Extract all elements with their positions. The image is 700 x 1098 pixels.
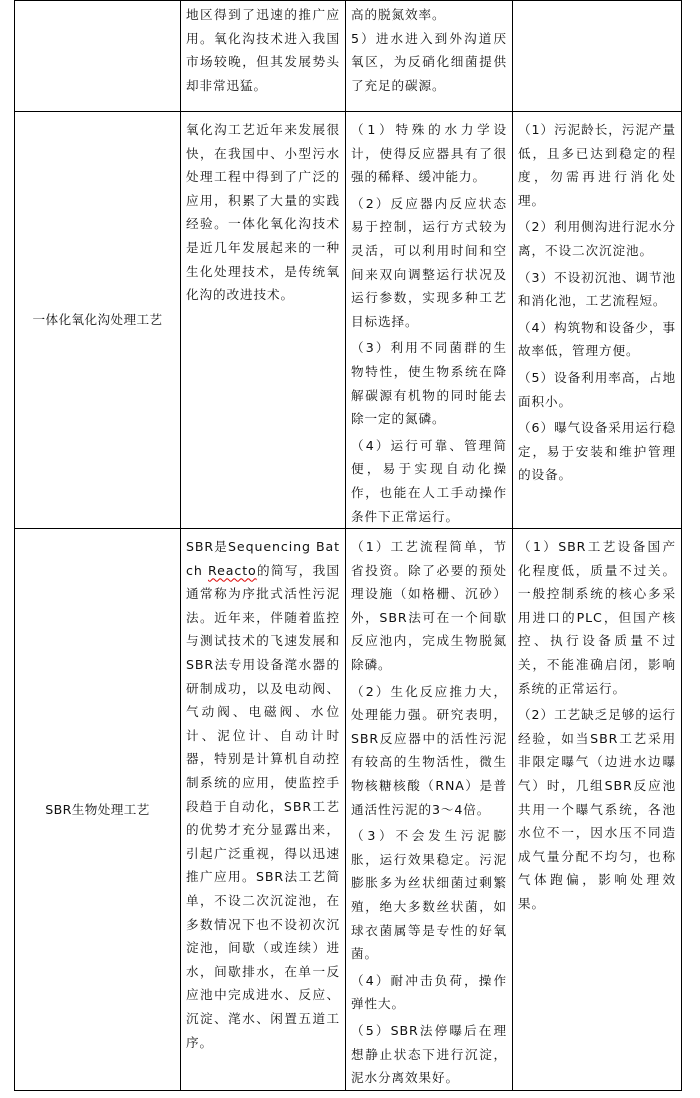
advantages-cell	[346, 529, 513, 1091]
disadvantage-item: （6）曝气设备采用运行稳定，易于安装和维护管理的设备。	[518, 420, 676, 483]
disadvantage-item: （4）构筑物和设备少，事故率低，管理方便。	[518, 319, 676, 359]
advantage-item: 5）进水进入到外沟道厌氧区，为反硝化细菌提供了充足的碳源。	[351, 30, 507, 93]
intro-text	[186, 535, 340, 1054]
table-row	[15, 112, 682, 529]
advantage-item: （2）生化反应推力大，处理能力强。研究表明，SBR反应器中的活性污泥有较高的生物活性，微生物核糖核酸（RNA）是普通活性污泥的3～4倍。	[351, 683, 507, 817]
advantage-item: （1）工艺流程简单，节省投资。除了必要的预处理设施（如格栅、沉砂）外，SBR法可在一个间歇反应池内，完成生物脱氮除磷。	[351, 539, 507, 673]
advantage-item: （3）利用不同菌群的生物特性，使生物系统在降解碳源有机物的同时能去除一定的氮磷。	[351, 340, 507, 427]
intro-cell	[181, 1, 346, 112]
process-name-cell	[15, 112, 181, 529]
intro-text: 地区得到了迅速的推广应用。氧化沟技术进入我国市场较晚，但其发展势头却非常迅猛。	[186, 7, 340, 93]
intro-text: 氧化沟工艺近年来发展很快，在我国中、小型污水处理工程中得到了广泛的应用，积累了大量的实践经验。一体化氧化沟技术是近几年发展起来的一种生化处理技术，是传统氧化沟的改进技术。	[186, 122, 340, 303]
advantage-item: （1）特殊的水力学设计，使得反应器具有了很强的稀释、缓冲能力。	[351, 122, 507, 185]
intro-text-start: SBR是Sequencing Batch	[186, 539, 340, 578]
disadvantage-item: （2）利用侧沟进行泥水分离，不设二次沉淀池。	[518, 219, 676, 258]
advantages-cell	[346, 112, 513, 529]
process-name: SBR生物处理工艺	[45, 801, 150, 817]
disadvantages-cell	[513, 529, 682, 1091]
table-row	[15, 1, 682, 112]
disadvantage-item: （3）不设初沉池、调节池和消化池，工艺流程短。	[518, 269, 676, 309]
disadvantage-item: （1）SBR工艺设备国产化程度低，质量不过关。一般控制系统的核心多采用进口的PLC，但国产核控、执行设备质量不过关，不能准确启闭，影响系统的正常运行。	[518, 539, 676, 696]
process-comparison-table	[14, 0, 682, 1091]
advantage-item: （4）运行可靠、管理简便，易于实现自动化操作，也能在人工手动操作条件下正常运行。	[351, 437, 507, 524]
table-row	[15, 529, 682, 1091]
advantage-item: 高的脱氮效率。	[351, 7, 446, 22]
advantage-item: （4）耐冲击负荷，操作弹性大。	[351, 972, 507, 1012]
advantages-cell	[346, 1, 513, 112]
advantage-item: （3）不会发生污泥膨胀，运行效果稳定。污泥膨胀多为丝状细菌过剩繁殖，绝大多数丝状菌，如球衣菌属等是专性的好氧菌。	[351, 828, 507, 962]
intro-cell	[181, 112, 346, 529]
advantage-item: （2）反应器内反应状态易于控制，运行方式较为灵活，可以利用时间和空间来双向调整运行状况及运行参数，实现多种工艺目标选择。	[351, 195, 507, 329]
intro-cell	[181, 529, 346, 1091]
process-name-cell	[15, 1, 181, 112]
spellcheck-flagged-word: Reacto	[208, 562, 257, 578]
advantage-item: （5）SBR法停曝后在理想静止状态下进行沉淀，泥水分离效果好。	[351, 1022, 507, 1086]
intro-text-rest: 的简写，我国通常称为序批式活性污泥法。近年来，伴随着监控与测试技术的飞速发展和SBR法专用设备滗水器的研制成功，以及电动阀、气动阀、电磁阀、水位计、泥位计、自动计时器，特别是计算机自动控制系统的应用，使监控手段趋于自动化，SBR工艺的优势才充分显露出来，引起广泛重视，得以迅速推广应用。SBR法工艺简单，不设二次沉淀池，在多数情况下也不设初次沉淀池，间歇（或连续）进水，间歇排水，在单一反应池中完成进水、反应、沉淀、滗水、闲置五道工序。	[186, 562, 341, 1050]
disadvantage-item: （1）污泥龄长，污泥产量低，且多已达到稳定的程度，勿需再进行消化处理。	[518, 122, 676, 208]
process-name-cell	[15, 529, 181, 1091]
disadvantage-item: （5）设备利用率高，占地面积小。	[518, 369, 676, 409]
process-name: 一体化氧化沟处理工艺	[32, 312, 163, 328]
disadvantages-cell	[513, 1, 682, 112]
disadvantages-cell	[513, 112, 682, 529]
disadvantage-item: （2）工艺缺乏足够的运行经验，如当SBR工艺采用非限定曝气（边进水边曝气）时，几组SBR反应池共用一个曝气系统，各池水位不一，因水压不同造成气量分配不均匀，也称气体跑偏，影响处理效果。	[518, 707, 676, 911]
